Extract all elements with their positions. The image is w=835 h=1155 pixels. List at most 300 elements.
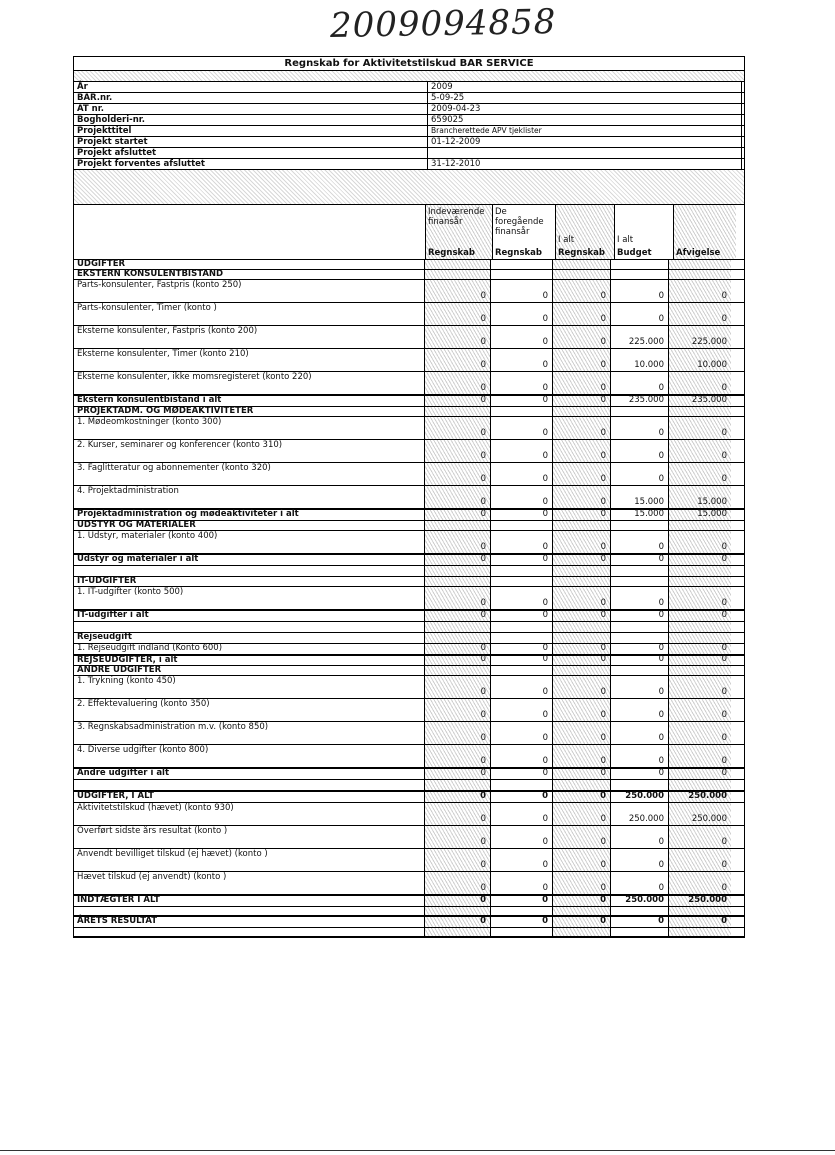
ledger-row [74, 622, 744, 633]
row-value-cell [669, 349, 731, 371]
page-bottom-line [0, 1150, 835, 1151]
row-value: 0 [600, 554, 606, 564]
row-label [74, 803, 425, 825]
row-value-cell [425, 587, 491, 609]
row-value-cell [553, 577, 611, 586]
row-value: 0 [480, 860, 486, 870]
row-value-cell [491, 917, 553, 927]
row-label [74, 907, 425, 915]
info-value: 659025 [428, 115, 742, 125]
row-value-cell [669, 896, 731, 906]
row-value: 0 [600, 895, 606, 905]
row-value-cell [669, 644, 731, 654]
row-label [74, 745, 425, 767]
info-row [74, 93, 744, 104]
row-value: 250.000 [625, 791, 664, 801]
shaded-band [74, 170, 744, 205]
row-value: 0 [658, 474, 664, 484]
row-value-cell [669, 611, 731, 621]
ledger-row [74, 407, 744, 417]
row-value: 0 [600, 710, 606, 720]
row-value: 0 [480, 610, 486, 620]
row-value-cell [491, 417, 553, 439]
row-label-text: Udstyr og materialer i alt [77, 554, 199, 564]
row-value-cell [425, 722, 491, 744]
row-value: 0 [658, 291, 664, 301]
row-value: 0 [542, 314, 548, 324]
row-value-cell [491, 260, 553, 269]
row-value-cell [669, 521, 731, 530]
row-value-cell [611, 280, 669, 302]
row-value-cell [425, 644, 491, 654]
row-value: 0 [600, 733, 606, 743]
ledger-row [74, 280, 744, 303]
row-value: 0 [480, 509, 486, 519]
row-value-cell [491, 896, 553, 906]
row-label [74, 326, 425, 348]
row-label-text: 2. Effektevaluering (konto 350) [77, 699, 210, 709]
row-value-cell [669, 260, 731, 269]
row-label-text: 3. Regnskabsadministration m.v. (konto 850) [77, 722, 269, 732]
info-key: AT nr. [74, 104, 428, 114]
row-value: 0 [600, 291, 606, 301]
row-value: 0 [542, 474, 548, 484]
row-value-cell [611, 531, 669, 553]
row-value-cell [553, 587, 611, 609]
ledger-row [74, 699, 744, 722]
row-value: 0 [658, 756, 664, 766]
row-value: 0 [658, 710, 664, 720]
row-value-cell [553, 917, 611, 927]
row-value-cell [491, 780, 553, 790]
row-value-cell [553, 676, 611, 698]
row-value-cell [425, 407, 491, 416]
row-value: 0 [480, 643, 486, 653]
row-value: 0 [721, 291, 727, 301]
row-value: 0 [542, 710, 548, 720]
row-value: 250.000 [688, 791, 727, 801]
row-value-cell [553, 510, 611, 520]
row-value-cell [553, 349, 611, 371]
row-value: 15.000 [697, 509, 727, 519]
row-label-text: Anvendt bevilliget tilskud (ej hævet) (konto ) [77, 849, 268, 859]
row-value-cell [669, 666, 731, 675]
row-value: 0 [721, 860, 727, 870]
row-value-cell [491, 440, 553, 462]
info-value: 2009 [428, 82, 742, 92]
row-label-text: 1. Mødeomkostninger (konto 300) [77, 417, 222, 427]
row-value-cell [425, 270, 491, 279]
row-label-text: 1. Rejseudgift indland (Konto 600) [77, 643, 223, 653]
row-value-cell [491, 792, 553, 802]
row-value: 0 [480, 360, 486, 370]
row-value: 0 [542, 895, 548, 905]
row-value: 250.000 [628, 814, 664, 824]
row-value-cell [425, 349, 491, 371]
info-value: Brancherettede APV tjeklister [428, 126, 742, 136]
row-label-text: Parts-konsulenter, Fastpris (konto 250) [77, 280, 242, 290]
row-value: 0 [600, 542, 606, 552]
ledger-row [74, 417, 744, 440]
row-value: 0 [480, 883, 486, 893]
row-value-cell [425, 622, 491, 632]
info-key: Projekt afsluttet [74, 148, 428, 158]
row-label [74, 510, 425, 520]
row-value: 0 [542, 291, 548, 301]
row-label-text: 2. Kurser, seminarer og konferencer (konto 310) [77, 440, 283, 450]
row-label-text: ÅRETS RESULTAT [77, 916, 158, 926]
row-value-cell [611, 849, 669, 871]
row-value: 0 [721, 598, 727, 608]
row-label [74, 917, 425, 927]
header-col-current: Indeværende finansår Regnskab [426, 205, 493, 259]
row-value: 0 [542, 687, 548, 697]
ledger-row [74, 722, 744, 745]
row-value: 10.000 [697, 360, 727, 370]
ledger-row [74, 928, 744, 937]
row-value: 250.000 [688, 895, 727, 905]
ledger-row [74, 566, 744, 577]
row-label-text: UDSTYR OG MATERIALER [77, 520, 196, 530]
row-value-cell [553, 486, 611, 508]
row-value: 0 [600, 791, 606, 801]
row-value: 250.000 [625, 895, 664, 905]
row-value: 250.000 [691, 814, 727, 824]
row-value-cell [425, 769, 491, 779]
row-value-cell [611, 303, 669, 325]
row-value-cell [669, 587, 731, 609]
row-value-cell [669, 372, 731, 394]
ledger-row [74, 303, 744, 326]
row-label [74, 872, 425, 894]
row-value-cell [611, 372, 669, 394]
row-value-cell [491, 633, 553, 643]
row-value: 235.000 [691, 395, 727, 405]
row-value-cell [425, 666, 491, 675]
row-value-cell [491, 521, 553, 530]
row-value: 235.000 [628, 395, 664, 405]
row-value: 0 [721, 314, 727, 324]
row-value-cell [669, 699, 731, 721]
row-value-cell [669, 676, 731, 698]
row-value-cell [611, 440, 669, 462]
row-value-cell [669, 792, 731, 802]
row-value-cell [553, 396, 611, 406]
row-value: 0 [658, 610, 664, 620]
row-value-cell [491, 928, 553, 936]
row-value-cell [611, 577, 669, 586]
column-header-row [74, 205, 744, 260]
row-label [74, 349, 425, 371]
ledger-rows [74, 260, 744, 937]
row-value-cell [611, 521, 669, 530]
row-label [74, 270, 425, 279]
row-label [74, 676, 425, 698]
row-value: 0 [658, 860, 664, 870]
row-value: 0 [480, 497, 486, 507]
row-value-cell [611, 486, 669, 508]
row-value-cell [553, 633, 611, 643]
row-value: 0 [721, 768, 727, 778]
row-value-cell [553, 622, 611, 632]
row-value-cell [553, 417, 611, 439]
row-value: 0 [480, 710, 486, 720]
row-value: 0 [480, 314, 486, 324]
info-value: 5-09-25 [428, 93, 742, 103]
row-value: 0 [480, 554, 486, 564]
row-value: 0 [721, 654, 727, 664]
row-value-cell [553, 521, 611, 530]
row-value: 0 [542, 554, 548, 564]
info-row [74, 137, 744, 148]
row-label-text: Ekstern konsulentbistand i alt [77, 395, 222, 405]
row-value-cell [491, 745, 553, 767]
row-label [74, 372, 425, 394]
row-value-cell [491, 303, 553, 325]
row-value-cell [611, 780, 669, 790]
row-value: 0 [658, 451, 664, 461]
row-value: 0 [542, 598, 548, 608]
row-label [74, 666, 425, 675]
row-value-cell [669, 803, 731, 825]
row-label [74, 699, 425, 721]
row-value: 0 [721, 542, 727, 552]
row-value-cell [425, 531, 491, 553]
row-value-cell [491, 587, 553, 609]
row-label [74, 792, 425, 802]
row-value: 0 [721, 756, 727, 766]
info-key: År [74, 82, 428, 92]
row-label [74, 622, 425, 632]
row-value: 0 [542, 428, 548, 438]
row-label [74, 566, 425, 576]
row-value: 0 [480, 428, 486, 438]
row-value-cell [491, 396, 553, 406]
row-value-cell [611, 396, 669, 406]
row-value-cell [611, 666, 669, 675]
row-value-cell [491, 349, 553, 371]
row-value-cell [553, 372, 611, 394]
row-value: 0 [542, 337, 548, 347]
row-label-text: Eksterne konsulenter, Fastpris (konto 200) [77, 326, 258, 336]
row-value-cell [491, 372, 553, 394]
header-col-budget: I alt Budget [615, 205, 674, 259]
row-value: 225.000 [628, 337, 664, 347]
ledger-row [74, 872, 744, 895]
row-value-cell [669, 826, 731, 848]
row-label [74, 656, 425, 665]
row-value: 0 [721, 451, 727, 461]
row-value: 0 [480, 395, 486, 405]
info-key: Bogholderi-nr. [74, 115, 428, 125]
row-label [74, 722, 425, 744]
row-label-text: Andre udgifter i alt [77, 768, 170, 778]
row-value-cell [425, 521, 491, 530]
row-value-cell [491, 510, 553, 520]
row-value-cell [425, 656, 491, 665]
row-value-cell [425, 303, 491, 325]
row-value-cell [491, 622, 553, 632]
info-row [74, 148, 744, 159]
row-value-cell [425, 440, 491, 462]
row-label [74, 521, 425, 530]
header-label-cell [74, 205, 426, 259]
row-value: 0 [721, 643, 727, 653]
row-value: 0 [480, 542, 486, 552]
row-value-cell [669, 907, 731, 915]
row-label-text: Projektadministration og mødeaktiviteter i alt [77, 509, 299, 519]
row-value-cell [553, 644, 611, 654]
header-col-deviation: Afvigelse [674, 205, 736, 259]
row-label [74, 417, 425, 439]
row-value: 0 [542, 916, 548, 926]
row-value: 15.000 [634, 497, 664, 507]
row-value: 0 [721, 710, 727, 720]
row-label [74, 396, 425, 406]
row-value: 0 [600, 654, 606, 664]
row-value: 0 [600, 883, 606, 893]
row-value: 0 [542, 654, 548, 664]
row-label [74, 644, 425, 654]
row-value: 0 [721, 687, 727, 697]
row-value-cell [669, 407, 731, 416]
row-value: 0 [542, 733, 548, 743]
row-value: 0 [600, 687, 606, 697]
row-value: 0 [542, 768, 548, 778]
row-value: 0 [658, 837, 664, 847]
info-row [74, 115, 744, 126]
row-value: 0 [658, 314, 664, 324]
row-value: 0 [542, 791, 548, 801]
ledger-row [74, 463, 744, 486]
row-value: 0 [600, 814, 606, 824]
row-label-text: Parts-konsulenter, Timer (konto ) [77, 303, 217, 313]
row-value-cell [425, 486, 491, 508]
row-value-cell [491, 555, 553, 565]
row-value-cell [491, 644, 553, 654]
row-value-cell [553, 792, 611, 802]
row-label-text: IT-UDGIFTER [77, 576, 137, 586]
row-value: 0 [600, 497, 606, 507]
row-value-cell [425, 555, 491, 565]
row-label-text: 4. Projektadministration [77, 486, 179, 496]
shaded-band [74, 71, 744, 82]
row-label [74, 531, 425, 553]
row-value-cell [611, 326, 669, 348]
row-value-cell [491, 463, 553, 485]
row-value-cell [425, 745, 491, 767]
row-value-cell [611, 510, 669, 520]
row-value-cell [553, 722, 611, 744]
row-value: 0 [600, 598, 606, 608]
row-value: 0 [480, 383, 486, 393]
row-value-cell [425, 633, 491, 643]
row-value-cell [669, 745, 731, 767]
row-value: 0 [600, 337, 606, 347]
row-value: 0 [480, 756, 486, 766]
row-value-cell [425, 907, 491, 915]
info-value [428, 148, 742, 158]
row-value: 0 [480, 337, 486, 347]
row-value-cell [669, 917, 731, 927]
ledger-row [74, 270, 744, 280]
row-value-cell [611, 644, 669, 654]
row-value-cell [669, 510, 731, 520]
row-value-cell [425, 510, 491, 520]
row-value: 0 [600, 610, 606, 620]
row-label-text: INDTÆGTER I ALT [77, 895, 160, 905]
row-value-cell [669, 622, 731, 632]
row-value-cell [491, 676, 553, 698]
row-value: 0 [658, 643, 664, 653]
row-value-cell [611, 769, 669, 779]
row-value-cell [425, 917, 491, 927]
row-value: 0 [480, 895, 486, 905]
row-label-text: 1. IT-udgifter (konto 500) [77, 587, 184, 597]
row-value: 0 [721, 837, 727, 847]
row-label-text: ANDRE UDGIFTER [77, 665, 162, 675]
row-value: 0 [480, 814, 486, 824]
accounting-sheet [73, 56, 745, 938]
row-value-cell [611, 555, 669, 565]
row-value: 0 [600, 383, 606, 393]
row-value-cell [611, 656, 669, 665]
row-value-cell [611, 917, 669, 927]
row-value-cell [669, 566, 731, 576]
row-value: 0 [480, 291, 486, 301]
row-value-cell [669, 440, 731, 462]
row-value-cell [611, 407, 669, 416]
row-value: 0 [600, 474, 606, 484]
row-label [74, 587, 425, 609]
row-value: 0 [480, 654, 486, 664]
row-value: 0 [480, 768, 486, 778]
row-value-cell [491, 611, 553, 621]
row-label [74, 280, 425, 302]
row-value: 15.000 [697, 497, 727, 507]
ledger-row [74, 791, 744, 803]
row-value: 0 [480, 598, 486, 608]
row-value-cell [553, 928, 611, 936]
row-value: 0 [721, 474, 727, 484]
ledger-row [74, 486, 744, 509]
row-value: 0 [600, 643, 606, 653]
row-value-cell [425, 849, 491, 871]
row-value-cell [611, 270, 669, 279]
row-label [74, 440, 425, 462]
row-value-cell [491, 566, 553, 576]
row-value-cell [553, 896, 611, 906]
row-value-cell [491, 722, 553, 744]
row-label [74, 260, 425, 269]
row-value: 0 [542, 883, 548, 893]
row-value: 0 [600, 768, 606, 778]
row-label-text: 1. Udstyr, materialer (konto 400) [77, 531, 218, 541]
row-value: 0 [600, 360, 606, 370]
row-value-cell [425, 396, 491, 406]
row-label-text: 3. Faglitteratur og abonnementer (konto 320) [77, 463, 271, 473]
row-value: 0 [658, 916, 664, 926]
row-value-cell [553, 566, 611, 576]
row-value: 0 [542, 814, 548, 824]
info-key: Projekt forventes afsluttet [74, 159, 428, 169]
row-value-cell [425, 611, 491, 621]
ledger-row [74, 349, 744, 372]
row-value-cell [669, 486, 731, 508]
row-value-cell [669, 577, 731, 586]
row-value-cell [491, 270, 553, 279]
row-value: 0 [600, 837, 606, 847]
